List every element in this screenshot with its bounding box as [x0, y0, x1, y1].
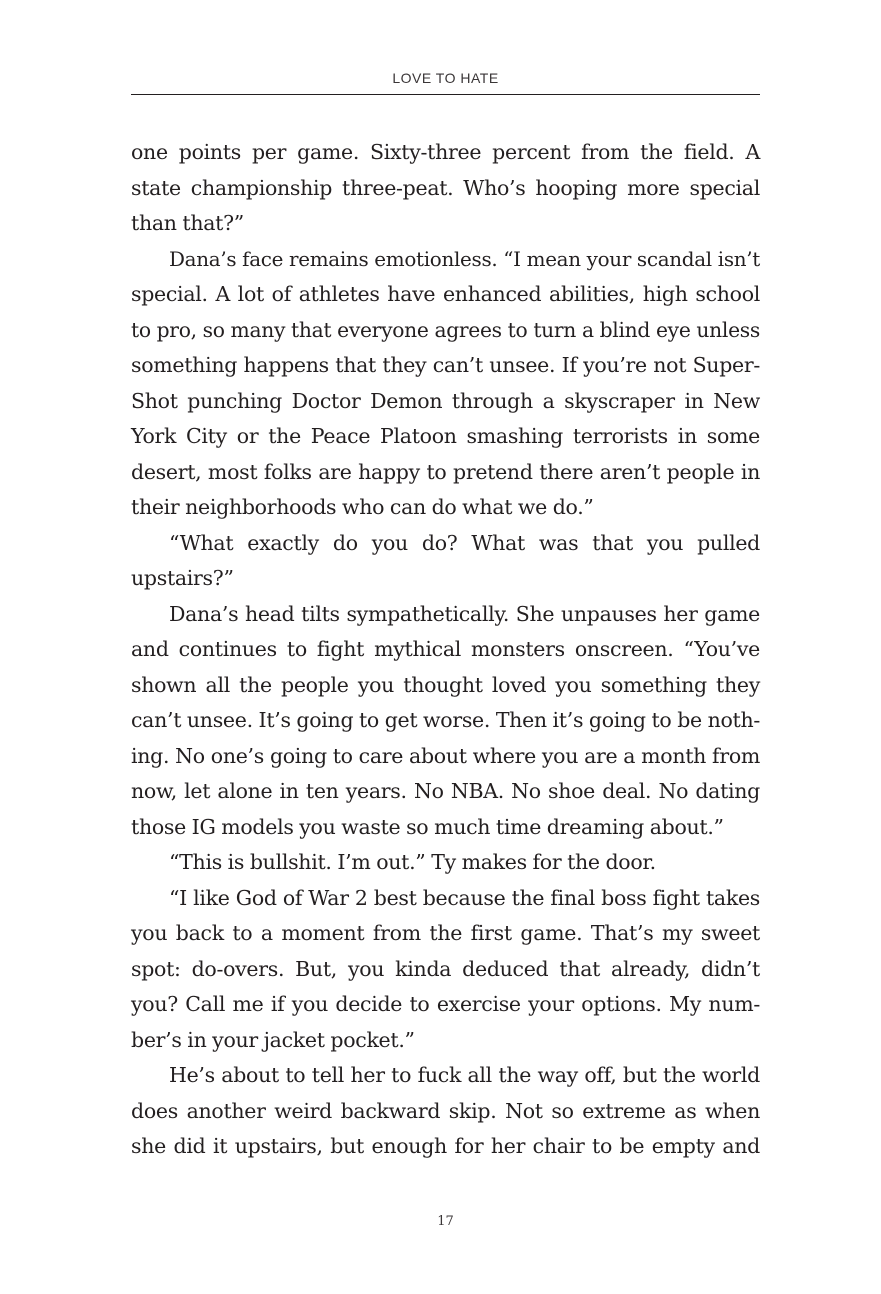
- text-line: spot: do-overs. But, you kinda deduced that already, didn’t: [131, 956, 760, 981]
- text-line: does another weird backward skip. Not so extreme as when: [131, 1098, 760, 1123]
- text-line: “What exactly do you do? What was that you pulled: [169, 530, 760, 555]
- text-line: Dana’s face remains emotionless. “I mean your scandal isn’t: [169, 247, 760, 271]
- text-line: upstairs?”: [131, 566, 234, 590]
- text-line: can’t unsee. It’s going to get worse. Then it’s going to be noth-: [131, 708, 760, 732]
- text-line: and continues to fight mythical monsters onscreen. “You’ve: [131, 637, 760, 661]
- header-rule: [131, 94, 760, 95]
- text-line: He’s about to tell her to fuck all the way off, but the world: [169, 1063, 760, 1087]
- text-line: “This is bullshit. I’m out.” Ty makes for the door.: [169, 850, 656, 874]
- text-line: she did it upstairs, but enough for her chair to be empty and: [131, 1134, 760, 1158]
- text-line: ing. No one’s going to care about where you are a month from: [131, 743, 760, 768]
- text-line: you? Call me if you decide to exercise your options. My num-: [131, 992, 760, 1016]
- body-text: [131, 135, 760, 1165]
- text-line: shown all the people you thought loved you something they: [131, 672, 760, 697]
- text-line: now, let alone in ten years. No NBA. No shoe deal. No dating: [131, 779, 760, 803]
- text-line: special. A lot of athletes have enhanced abilities, high school: [131, 282, 760, 306]
- text-line: one points per game. Sixty-three percent from the field. A: [131, 140, 760, 164]
- text-line: York City or the Peace Platoon smashing terrorists in some: [131, 424, 760, 448]
- text-line: than that?”: [131, 211, 244, 235]
- text-line: something happens that they can’t unsee. If you’re not Super-: [131, 353, 760, 377]
- page-number: 17: [437, 1214, 454, 1229]
- running-head: LOVE TO HATE: [392, 70, 499, 86]
- text-line: you back to a moment from the first game. That’s my sweet: [131, 921, 760, 945]
- text-line: Shot punching Doctor Demon through a skyscraper in New: [131, 388, 760, 413]
- text-line: “I like God of War 2 best because the final boss fight takes: [169, 885, 760, 910]
- text-line: ber’s in your jacket pocket.”: [131, 1027, 415, 1052]
- text-line: desert, most folks are happy to pretend there aren’t people in: [131, 459, 760, 484]
- text-line: state championship three-peat. Who’s hooping more special: [131, 175, 760, 200]
- text-line: those IG models you waste so much time dreaming about.”: [131, 814, 724, 839]
- text-line: to pro, so many that everyone agrees to turn a blind eye unless: [131, 317, 760, 342]
- text-line: their neighborhoods who can do what we do.”: [131, 495, 594, 519]
- text-line: Dana’s head tilts sympathetically. She unpauses her game: [169, 601, 760, 626]
